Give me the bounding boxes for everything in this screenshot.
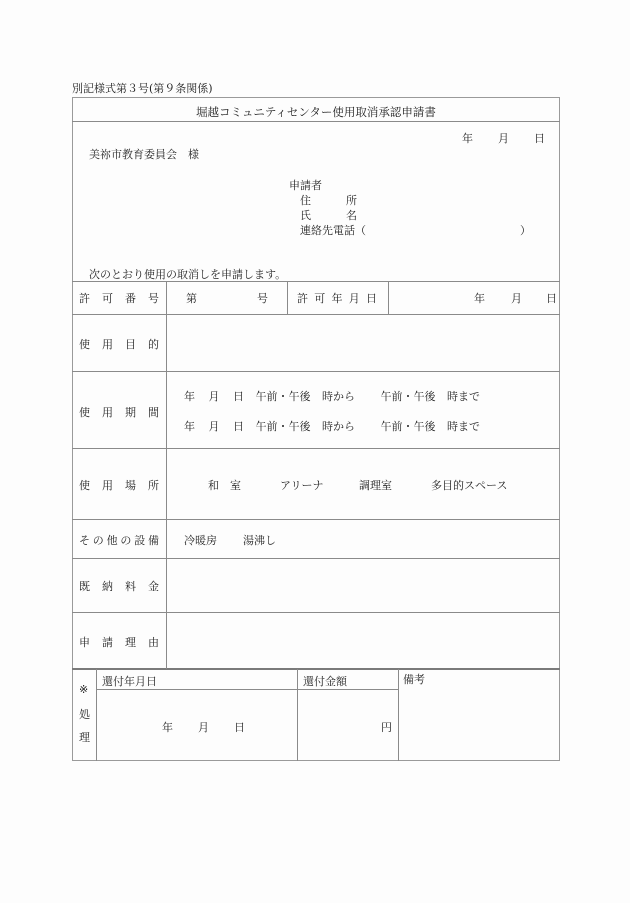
from-ampm: 午前・午後: [255, 390, 311, 403]
divider: [72, 121, 560, 122]
to-label: 時まで: [447, 390, 480, 403]
fee-paid-field[interactable]: [170, 562, 556, 608]
reason-label: [79, 634, 159, 650]
label-char: 年: [331, 292, 343, 305]
divider: [72, 519, 560, 520]
permit-number-label: [79, 290, 159, 306]
year-label: 年: [184, 390, 195, 403]
name-label-1: 氏: [300, 209, 311, 222]
divider: [72, 668, 560, 670]
label-char: 日: [366, 292, 377, 305]
label-char: 金: [148, 580, 159, 593]
date-day-label: 日: [534, 132, 545, 145]
place-option-arena[interactable]: アリーナ: [280, 479, 324, 492]
place-option-cooking-room[interactable]: 調理室: [359, 479, 392, 492]
divider: [72, 558, 560, 559]
addressee: 美祢市教育委員会 様: [89, 148, 199, 161]
date-month-label: 月: [498, 132, 509, 145]
divider: [388, 281, 389, 314]
label-char: そ: [79, 534, 90, 547]
refund-date-label: 還付年月日: [102, 675, 157, 688]
refund-date-month: 月: [198, 721, 209, 734]
divider: [96, 669, 97, 761]
divider: [72, 612, 560, 613]
divider: [72, 448, 560, 449]
permit-date-month: 月: [511, 292, 522, 305]
divider: [96, 689, 398, 690]
label-char: 他: [106, 534, 118, 547]
remarks-label: 備考: [403, 673, 425, 686]
phone-close: ）: [520, 224, 531, 237]
equipment-option-kettle[interactable]: 湯沸し: [243, 534, 276, 547]
from-label: 時から: [322, 420, 355, 433]
label-char: 用: [102, 479, 113, 492]
label-char: 使: [79, 406, 90, 419]
label-char: 既: [79, 580, 90, 593]
label-char: の: [120, 534, 132, 547]
applicant-label: 申請者: [289, 179, 322, 192]
divider: [287, 281, 288, 314]
label-char: 目: [125, 338, 136, 351]
date-year-label: 年: [462, 132, 473, 145]
period-label: [79, 404, 159, 420]
label-char: 料: [125, 580, 136, 593]
from-ampm: 午前・午後: [255, 420, 311, 433]
processing-char: 処: [79, 708, 90, 721]
divider: [166, 281, 167, 669]
label-char: 設: [134, 534, 146, 547]
place-option-multipurpose[interactable]: 多目的スペース: [431, 479, 508, 492]
period-line-1[interactable]: [184, 388, 480, 404]
month-label: 月: [208, 390, 220, 403]
divider: [297, 669, 298, 761]
label-char: 場: [125, 479, 136, 492]
place-option-washitsu[interactable]: 和 室: [208, 479, 241, 492]
label-char: 備: [147, 534, 159, 547]
label-char: 請: [102, 636, 113, 649]
address-label-1: 住: [300, 194, 311, 207]
permit-date-label: [297, 290, 377, 306]
day-label: 日: [233, 420, 244, 433]
label-char: 用: [102, 338, 113, 351]
period-line-2[interactable]: [184, 418, 480, 434]
purpose-field[interactable]: [170, 318, 556, 368]
equipment-label: [79, 532, 159, 548]
to-ampm: 午前・午後: [380, 420, 436, 433]
day-label: 日: [233, 390, 244, 403]
refund-date-day: 日: [234, 721, 245, 734]
refund-amount-label: 還付金額: [303, 675, 347, 688]
processing-char: 理: [79, 731, 90, 744]
address-label-2: 所: [346, 194, 357, 207]
form-title: 堀越コミュニティセンター使用取消承認申請書: [196, 105, 436, 119]
label-char: 申: [79, 636, 90, 649]
month-label: 月: [208, 420, 220, 433]
label-char: 号: [148, 292, 159, 305]
label-char: 由: [148, 636, 159, 649]
fee-paid-label: [79, 578, 159, 594]
permit-number-suffix: 号: [257, 292, 268, 305]
permit-date-day: 日: [546, 292, 557, 305]
label-char: 的: [148, 338, 159, 351]
label-char: 所: [148, 479, 159, 492]
name-label-2: 名: [346, 209, 357, 222]
label-char: 使: [79, 479, 90, 492]
statement: 次のとおり使用の取消しを申請します。: [89, 268, 287, 281]
divider: [72, 281, 560, 282]
label-char: 間: [148, 406, 159, 419]
refund-amount-unit: 円: [381, 721, 392, 734]
label-char: 許: [297, 292, 308, 305]
divider: [72, 371, 560, 372]
form-reference: 別記様式第３号(第９条関係): [72, 82, 213, 95]
refund-date-year: 年: [162, 721, 173, 734]
label-char: 可: [314, 292, 326, 305]
to-label: 時まで: [447, 420, 480, 433]
label-char: 許: [79, 292, 90, 305]
year-label: 年: [184, 420, 195, 433]
purpose-label: [79, 336, 159, 352]
processing-marker: ※: [79, 683, 89, 696]
divider: [398, 669, 399, 761]
reason-field[interactable]: [170, 616, 556, 664]
label-char: 納: [102, 580, 113, 593]
place-label: [79, 477, 159, 493]
equipment-option-aircon[interactable]: 冷暖房: [184, 534, 217, 547]
label-char: 期: [125, 406, 136, 419]
label-char: 番: [125, 292, 136, 305]
divider: [72, 314, 560, 315]
permit-date-year: 年: [474, 292, 485, 305]
from-label: 時から: [322, 390, 355, 403]
permit-number-prefix: 第: [186, 292, 197, 305]
phone-label: 連絡先電話（: [300, 224, 366, 237]
label-char: の: [92, 534, 104, 547]
label-char: 用: [102, 406, 113, 419]
label-char: 理: [125, 636, 136, 649]
label-char: 可: [102, 292, 113, 305]
label-char: 使: [79, 338, 90, 351]
to-ampm: 午前・午後: [380, 390, 436, 403]
label-char: 月: [348, 292, 360, 305]
